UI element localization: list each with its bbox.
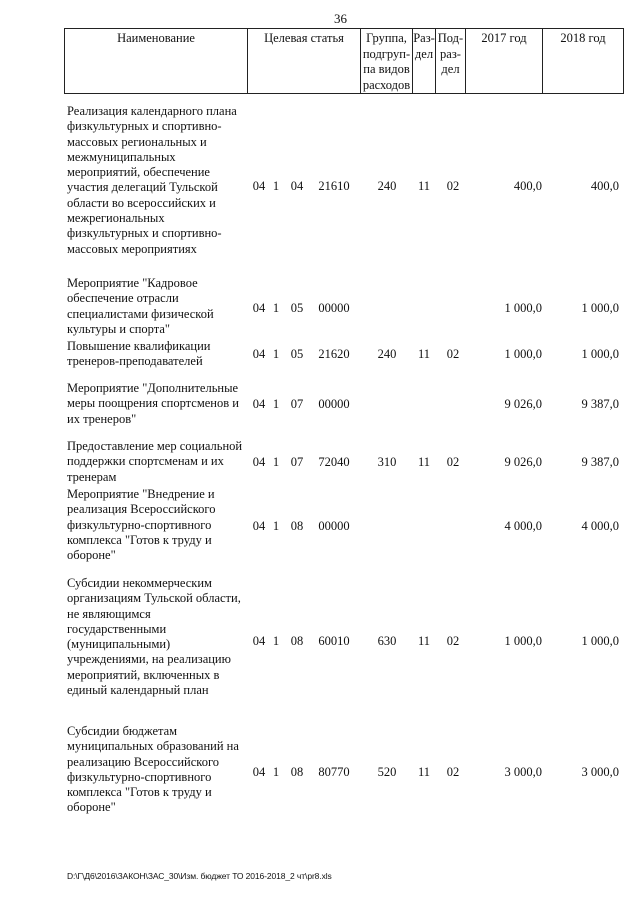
- row-code-1: 04: [252, 347, 266, 361]
- row-2018: 9 387,0: [581, 455, 619, 469]
- row-2017: 9 026,0: [504, 397, 542, 411]
- table-row: [0, 724, 640, 820]
- row-code-1: 04: [252, 397, 266, 411]
- table-row: [0, 381, 640, 429]
- row-2018: 4 000,0: [581, 519, 619, 533]
- row-name: Мероприятие "Кадровое обеспечение отрасли специалистами физической культуры и спорта": [67, 276, 214, 336]
- row-2017: 400,0: [513, 179, 542, 193]
- row-code-4: 21610: [318, 179, 350, 193]
- row-code-3: 05: [290, 301, 304, 315]
- row-code-4: 60010: [318, 634, 350, 648]
- table-row: [0, 576, 640, 704]
- row-code-2: 1: [272, 397, 280, 411]
- row-name: Мероприятие "Дополнительные меры поощрения спортсменов и их тренеров": [67, 381, 239, 426]
- row-code-3: 05: [290, 347, 304, 361]
- row-group: 520: [377, 765, 397, 779]
- row-name: Мероприятие "Внедрение и реализация Всероссийского физкультурно-спортивного комплекса "Готов к труду и обороне": [67, 487, 216, 563]
- row-code-4: 00000: [318, 301, 350, 315]
- row-code-2: 1: [272, 179, 280, 193]
- row-code-3: 07: [290, 455, 304, 469]
- row-2017: 9 026,0: [504, 455, 542, 469]
- row-name: Повышение квалификации тренеров-преподавателей: [67, 339, 211, 369]
- table-row: [0, 439, 640, 487]
- row-2018: 1 000,0: [581, 301, 619, 315]
- header-year-2018: 2018 год: [560, 31, 606, 45]
- row-group: 240: [377, 347, 397, 361]
- row-code-4: 80770: [318, 765, 350, 779]
- row-code-1: 04: [252, 765, 266, 779]
- row-code-3: 07: [290, 397, 304, 411]
- row-2018: 400,0: [590, 179, 619, 193]
- table-row: [0, 487, 640, 565]
- table-row: [0, 104, 640, 264]
- row-code-3: 08: [290, 634, 304, 648]
- row-code-2: 1: [272, 765, 280, 779]
- row-section: 11: [417, 765, 431, 779]
- row-section: 11: [417, 455, 431, 469]
- row-subsection: 02: [446, 765, 460, 779]
- row-name: Предоставление мер социальной поддержки спортсменам и их тренерам: [67, 439, 243, 484]
- row-2017: 1 000,0: [504, 634, 542, 648]
- header-section: Раз-дел: [413, 29, 436, 93]
- row-code-4: 21620: [318, 347, 350, 361]
- row-code-2: 1: [272, 634, 280, 648]
- row-code-3: 08: [290, 765, 304, 779]
- row-2018: 1 000,0: [581, 634, 619, 648]
- row-code-1: 04: [252, 301, 266, 315]
- row-code-4: 00000: [318, 519, 350, 533]
- row-2017: 1 000,0: [504, 347, 542, 361]
- row-2018: 3 000,0: [581, 765, 619, 779]
- row-code-3: 08: [290, 519, 304, 533]
- row-group: 630: [377, 634, 397, 648]
- page-number: 36: [334, 11, 347, 26]
- row-name: Субсидии бюджетам муниципальных образований на реализацию Всероссийского физкультурно-спортивного комплекса "Готов к труду и обороне": [67, 724, 239, 815]
- header-subsection: Под-раз-дел: [436, 29, 466, 93]
- table-row: [0, 339, 640, 371]
- file-path-footer: D:\Г\Д6\2016\ЗАКОН\ЗАС_30\Изм. бюджет ТО 2016-2018_2 чт\pr8.xls: [67, 871, 332, 881]
- row-2017: 4 000,0: [504, 519, 542, 533]
- row-name: Реализация календарного плана физкультурных и спортивно-массовых региональных и межмуниципальных мероприятий, обеспечение участия делегаций Тульской области во всероссийских и межрегиональных физкультурных и спортивно-массовых мероприятиях: [67, 104, 237, 256]
- row-code-2: 1: [272, 455, 280, 469]
- table-header: [64, 28, 624, 94]
- row-subsection: 02: [446, 634, 460, 648]
- row-section: 11: [417, 179, 431, 193]
- row-code-1: 04: [252, 179, 266, 193]
- header-year-2017: 2017 год: [466, 29, 543, 93]
- row-code-1: 04: [252, 519, 266, 533]
- row-subsection: 02: [446, 179, 460, 193]
- header-group: Группа, подгруп-па видов расходов: [361, 29, 413, 93]
- row-2018: 1 000,0: [581, 347, 619, 361]
- row-code-1: 04: [252, 634, 266, 648]
- row-subsection: 02: [446, 347, 460, 361]
- row-section: 11: [417, 634, 431, 648]
- row-group: 310: [377, 455, 397, 469]
- row-2017: 1 000,0: [504, 301, 542, 315]
- header-name: Наименование: [65, 29, 248, 93]
- row-2017: 3 000,0: [504, 765, 542, 779]
- table-row: [0, 276, 640, 338]
- row-code-4: 00000: [318, 397, 350, 411]
- row-subsection: 02: [446, 455, 460, 469]
- header-target-article: Целевая статья: [248, 29, 361, 93]
- row-code-2: 1: [272, 301, 280, 315]
- row-section: 11: [417, 347, 431, 361]
- row-code-1: 04: [252, 455, 266, 469]
- row-group: 240: [377, 179, 397, 193]
- row-code-4: 72040: [318, 455, 350, 469]
- row-code-3: 04: [290, 179, 304, 193]
- row-name: Субсидии некоммерческим организациям Тульской области, не являющимся государственными (муниципальными) учреждениями, на реализацию мероприятий, включенных в единый календарный план: [67, 576, 241, 698]
- row-code-2: 1: [272, 519, 280, 533]
- row-2018: 9 387,0: [581, 397, 619, 411]
- row-code-2: 1: [272, 347, 280, 361]
